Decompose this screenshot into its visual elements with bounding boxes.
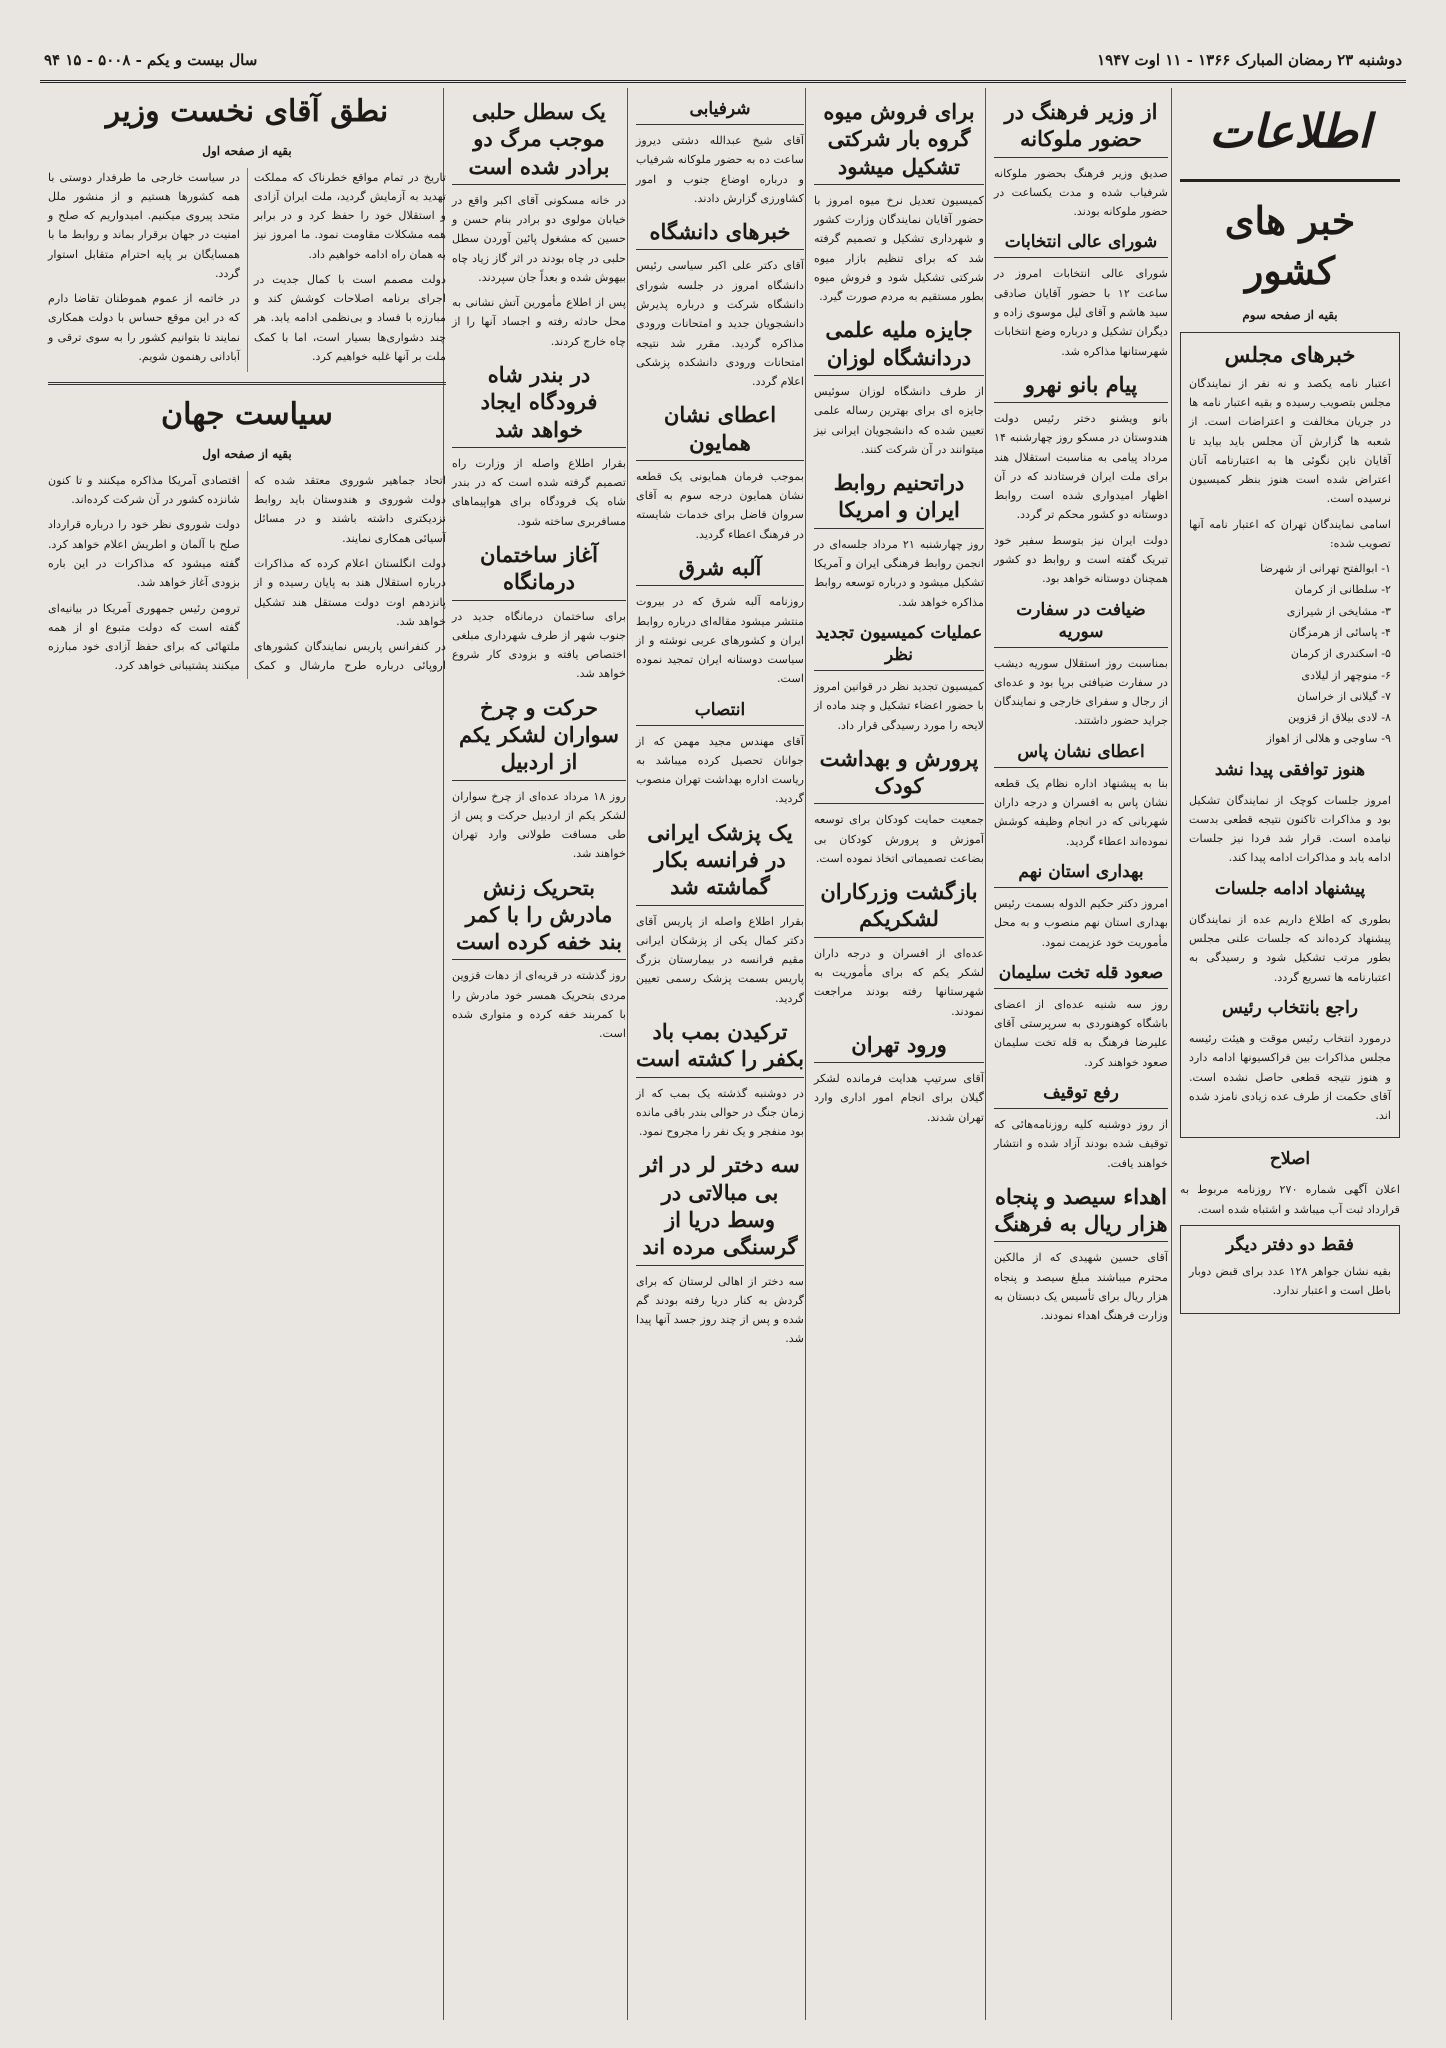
list-item: ۶- منوچهر از لیلادی [1301,668,1391,682]
headline: رفع توقیف [994,1082,1168,1109]
article-body: آقای حسین شهیدی که از مالکین محترم میباشند مبلغ سیصد و پنجاه هزار ریال برای تأسیس یک دبستان به وزارت فرهنگ اهداء نمودند. [994,1251,1168,1323]
headline: در بندر شاه فرودگاه ایجاد خواهد شد [452,361,626,448]
headline: انتصاب [636,699,804,726]
headline: پیام بانو نهرو [994,371,1168,403]
article-body: بموجب فرمان همایونی یک قطعه نشان همایون درجه سوم به آقای سروان فاضل برای خدمات شایسته در فرهنگ اعطاء گردید. [636,469,804,541]
column-two [985,88,1176,2020]
list-item: ۴- پاسائی از هرمزگان [1289,626,1391,639]
headline: ورود تهران [814,1031,984,1063]
headline: ضیافت در سفارت سوریه [994,599,1168,648]
headline: اعطای نشان همایون [636,401,804,461]
headline: هنوز توافقی پیدا نشد [1214,759,1366,780]
article-body: دولت ایران نیز بتوسط سفیر خود تبریک گفته است و روابط دو کشور همچنان دوستانه خواهد بود. [994,533,1168,586]
headline: عملیات کمیسیون تجدید نظر [814,622,984,671]
article-body: بنا به پیشنهاد اداره نظام یک قطعه نشان پاس به افسران و درجه داران شهربانی که در انجام وظیفه کوشش نموده‌اند اعطاء گردید. [994,776,1168,848]
issue-date: دوشنبه ۲۳ رمضان المبارک ۱۳۶۶ - ۱۱ اوت ۱۹۴۷ [1097,51,1402,69]
article-body: دولت مصمم است با کمال جدیت در اجرای برنامه اصلاحات کوشش کند و مبارزه با فساد و بی‌نظمی ادامه یابد. هر چند دشواری‌ها بسیار است، اما با کمک ملت بر آنها غلبه خواهیم کرد. [254,272,446,364]
masthead-logo: اطلاعات [1180,88,1400,182]
article-body: روز ۱۸ مرداد عده‌ای از چرخ سواران لشکر یکم از اردبیل حرکت و پس از طی مسافت طولانی وارد تهران خواهند شد. [452,789,627,861]
article-body: شورای عالی انتخابات امروز در ساعت ۱۲ با حضور آقایان صادقی سید هاشم و آقای لیل موسوی زاده و دیگران تشکیل و درباره وضع انتخابات شهرستانها مذاکره شد. [994,267,1169,358]
article-body: در خاتمه از عموم هموطنان تقاضا دارم که در این موقع حساس با دولت همکاری نمایند تا بتوانیم کشور را به سوی ترقی و آبادانی رهنمون شویم. [48,292,240,364]
headline: حرکت و چرخ سواران لشکر یکم از اردبیل [452,694,626,781]
article-body: کمیسیون تجدید نظر در قوانین امروز با حضور اعضاء تشکیل و چند ماده از لایحه را مورد رسیدگی قرار داد. [814,679,984,732]
headline: اهداء سیصد و پنجاه هزار ریال به فرهنگ [994,1183,1168,1243]
article-body: در خانه مسکونی آقای اکبر واقع در خیابان مولوی دو برادر بنام حسن و حسین که مشغول پائین آوردن سطل حلبی در چاه بودند در اثر گاز زیاد چاه بیهوش شده و بعداً جان سپردند. [452,193,626,284]
headline: آلبه شرق [636,554,804,586]
world-politics-body [48,471,446,679]
headline: آغاز ساختمان درمانگاه [452,541,626,601]
article-body: بقرار اطلاع واصله از پاریس آقای دکتر کمال یکی از پزشکان ایرانی مقیم فرانسه در بیمارستان بزرگ پاریس بسمت پزشک رسمی تعیین گردید. [636,914,804,1005]
majlis-title: خبرهای مجلس [1224,341,1356,367]
headline: بهداری استان نهم [994,861,1168,888]
list-item: ۵- اسکندری از کرمان [1290,647,1391,661]
article-body: آقای سرتیپ هدایت فرمانده لشکر گیلان برای انجام امور اداری وارد تهران شدند. [814,1072,984,1124]
list-item: ۱- ابوالفتح تهرانی از شهرضا [1260,562,1391,576]
headline: شرفیابی [636,98,804,125]
article-body: در کنفرانس پاریس نمایندگان کشورهای اروپائی درباره طرح مارشال و کمک اقتصادی آمریکا مذاکره میکنند و تا کنون شانزده کشور در آن شرکت کرده‌اند. [48,473,446,673]
article-body: جمعیت حمایت کودکان برای توسعه آموزش و پرورش کودکان بی بضاعت تصمیماتی اتخاذ نموده است. [814,813,984,865]
section-continued: بقیه از صفحه اول [202,144,292,158]
list-item: ۲- سلطانی از کرمان [1294,583,1391,597]
article-body: از طرف دانشگاه لوزان سوئیس جایزه ای برای بهترین رساله علمی تعیین شده که دانشجویان ایرانی نیز میتوانند در آن شرکت کنند. [814,385,984,456]
article-body: برای ساختمان درمانگاه جدید در جنوب شهر از طرف شهرداری مبلغی اختصاص یافته و بزودی کار شروع خواهد شد. [452,609,626,681]
article-body: عده‌ای از افسران و درجه داران لشکر یکم که برای مأموریت به شهرستانها رفته بودند مراجعت نمودند. [814,946,984,1018]
headline: دراتحنیم روابط ایران و امریکا [814,469,984,529]
world-politics-title: سیاست جهان [161,397,333,433]
article-body: از روز دوشنبه کلیه روزنامه‌هائی که توقیف شده بودند آزاد شده و انتشار خواهند یافت. [994,1118,1168,1170]
article-body: امروز جلسات کوچک از نمایندگان تشکیل بود و مذاکرات تاکنون نتیجه قطعی بدست نیامده است. قرار شد فردا نیز جلسات ادامه یابد و مذاکرات ادامه پیدا کند. [1189,793,1391,865]
list-item: ۸- لادی بیلاق از قزوین [1287,711,1391,725]
article-body: بطوری که اطلاع داریم عده از نمایندگان پیشنهاد کرده‌اند که جلسات علنی مجلس بطور مرتب تشکیل شود و رسیدگی به اعتبارنامه ها تسریع گردد. [1189,912,1391,984]
article-body: صدیق وزیر فرهنگ بحضور ملوکانه شرفیاب شده و مدت یکساعت در حضور ملوکانه بودند. [994,166,1168,219]
headline: شورای عالی انتخابات [994,231,1168,258]
list-item: ۷- گیلانی از خراسان [1297,689,1391,703]
newspaper-page [40,40,1406,2020]
article-body: کمیسیون تعدیل نرخ میوه امروز با حضور آقایان نمایندگان وزارت کشور و شهرداری تشکیل و تصمیم گرفته شد که برای تنظیم بازار میوه شرکتی تشکیل شود و فروش میوه بطور مستقیم به مردم صورت گیرد. [814,193,984,304]
majlis-list [1189,559,1391,748]
headline: یک پزشک ایرانی در فرانسه بکار گماشته شد [636,819,804,906]
article-body: آقای دکتر علی اکبر سیاسی رئیس دانشگاه امروز در جلسه شورای دانشگاه شرکت و درباره پذیرش دانشجویان جدید و امتحانات ورودی مذاکره گردید. مقرر شد نتیجه امتحانات ورودی دانشکده پزشکی اعلام گردد. [636,259,804,389]
headline: بتحریک زنش مادرش را با کمر بند خفه کرده است [452,874,626,961]
list-item: ۹- ساوجی و هلالی از اهواز [1266,732,1391,746]
article-body: دولت شوروی نظر خود را درباره قرارداد صلح با آلمان و اطریش اعلام خواهد کرد. گفته میشود که مذاکرات در این باره بزودی آغاز خواهد شد. [48,518,240,590]
section-continued: بقیه از صفحه سوم [1242,307,1338,322]
article-body: در سیاست خارجی ما طرفدار دوستی با همه کشورها هستیم و از منشور ملل متحد پیروی میکنیم. امیدواریم که صلح و امنیت در جهان برقرار بماند و روابط ما با همسایگان بر پایه احترام متقابل استوار گردد. [48,170,240,280]
article-body: دولت انگلستان اعلام کرده که مذاکرات درباره استقلال هند به پایان رسیده و از پانزدهم اوت دولت مستقل هند تشکیل خواهد شد. [254,556,446,628]
headline: یک سطل حلبی موجب مرگ دو برادر شده است [452,98,626,185]
headline: فقط دو دفتر دیگر [1226,1234,1354,1255]
headline: برای فروش میوه گروه بار شرکتی تشکیل میشود [814,98,984,185]
column-three [805,88,992,2020]
column-five [443,88,634,2020]
majlis-list-intro: اسامی نمایندگان تهران که اعتبار نامه آنها تصویب شده: [1189,517,1391,550]
article-body: بقیه نشان جواهر ۱۲۸ عدد برای قبض دوبار باطل است و اعتبار ندارد. [1189,1265,1391,1298]
article-body: ترومن رئیس جمهوری آمریکا در بیانیه‌ای گفته است که دولت متبوع او از همه ملتهائی که برای حفظ آزادی خود مبارزه میکنند پشتیبانی خواهد کرد. [48,601,240,673]
column-domestic-news [1171,88,1406,2020]
article-body: سه دختر از اهالی لرستان که برای گردش به کنار دریا رفته بودند گم شده و پس از چند روز جسد آنها پیدا شد. [636,1274,804,1346]
article-body: آقای شیخ عبدالله دشتی دیروز ساعت ده به حضور ملوکانه شرفیاب و درباره اوضاع جنوب و امور کشاورزی گزارش دادند. [636,134,804,205]
section-continued: بقیه از صفحه اول [202,447,292,462]
section-divider [48,382,446,385]
headline: خبرهای دانشگاه [636,218,804,250]
headline: بازگشت وزرکاران لشکریکم [814,878,984,938]
headline: از وزیر فرهنگ در حضور ملوکانه [994,98,1168,158]
headline: سه دختر لر در اثر بی مبالاتی در وسط دریا از گرسنگی مرده اند [636,1151,804,1265]
article-body: در دوشنبه گذشته یک بمب که از زمان جنگ در حوالی بندر باقی مانده بود منفجر و یک نفر را مجروح نمود. [636,1086,804,1139]
list-item: ۳- مشایخی از شیرازی [1286,604,1391,618]
article-body: تاریخ در تمام مواقع خطرناک که مملکت تهدید به آزمایش گردید، ملت ایران آزادی و استقلال خود را حفظ کرد و در برابر همه مشکلات مقاومت نمود. ما امروز نیز به همان راه ادامه خواهیم داد. [254,170,446,261]
article-body: درمورد انتخاب رئیس موقت و هیئت رئیسه مجلس مذاکرات بین فراکسیونها ادامه دارد و هنوز نتیجه قطعی حاصل نشده است. آقای حکمت از طرف عده زیادی نامزد شده اند. [1189,1032,1391,1123]
headline: پرورش و بهداشت کودک [814,745,984,805]
issue-volume: سال بیست و یکم - ۵۰۰۸ - ۱۵ ۹۴ [44,51,258,69]
headline: جایزه ملیه علمی دردانشگاه لوزان [814,316,984,376]
article-body: اتحاد جماهیر شوروی معتقد شده که دولت شوروی و هندوستان باید روابط نزدیکتری داشته باشند و در مسائل آسیائی همکاری نمایند. [254,473,446,545]
headline: صعود قله تخت سلیمان [994,962,1168,989]
article-body: اعلان آگهی شماره ۲۷۰ روزنامه مربوط به قرارداد ثبت آب میباشد و اشتباه شده است. [1180,1183,1400,1216]
column-four [627,88,812,2020]
headline: ترکیدن بمب باد بکفر را کشته است [636,1018,804,1078]
article-body: آقای مهندس مجید مهمن که از جوانان تحصیل کرده میباشد به ریاست اداره بهداشت تهران منصوب گردید. [636,734,804,806]
article-body: روزنامه آلبه شرق که در بیروت منتشر میشود مقاله‌ای درباره روابط ایران و کشورهای عربی نوشته و از سیاست دوستانه ایران تمجید نموده است. [636,595,804,686]
headline: اعطای نشان پاس [994,741,1168,768]
article-body: بمناسبت روز استقلال سوریه دیشب در سفارت ضیافتی برپا بود و عده‌ای از رجال و سفرای خارجی و نمایندگان جراید حضور داشتند. [994,656,1168,728]
headline: اصلاح [1269,1149,1311,1170]
headline: پیشنهاد ادامه جلسات [1214,878,1366,899]
article-body: روز سه شنبه عده‌ای از اعضای باشگاه کوهنوردی به سرپرستی آقای علیرضا فرهنگ به قله تخت سلیمان صعود خواهند کرد. [994,997,1168,1069]
article-body: روز گذشته در قریه‌ای از دهات قزوین مردی بتحریک همسر خود مادرش را با کمربند خفه کرده و متواری شده است. [452,969,626,1041]
article-body: بانو ویشنو دختر رئیس دولت هندوستان در مسکو روز چهارشنبه ۱۴ مرداد پیامی به مناسبت استقلال هند برای ملت ایران فرستادند که در آن اظهار امیدواری شده است روابط دوستانه دو کشور محکم تر گردد. [994,412,1168,522]
majlis-body: اعتبار نامه یکصد و نه نفر از نمایندگان مجلس بتصویب رسیده و بقیه اعتبار نامه ها در جریان مخالفت و اعتراضات است. از شعبه ها گزارش آن مجلس باید بیاید تا آقایان ناین نگوئی ها به اعتبارنامه آنان اعتراض شده است هنوز بنظر کمیسیون نرسیده است. [1189,376,1391,506]
article-body: پس از اطلاع مأمورین آتش نشانی به محل حادثه رفته و اجساد آنها را از چاه خارج کردند. [452,296,626,348]
pm-speech-title: نطق آقای نخست وزیر [105,94,389,129]
article-body: امروز دکتر حکیم الدوله بسمت رئیس بهداری استان نهم منصوب و به محل مأموریت خود عزیمت نمود. [994,897,1168,949]
headline: راجع بانتخاب رئیس [1222,997,1358,1018]
column-six [40,88,450,2020]
dateline [40,40,1406,83]
notice-box [1180,1225,1400,1314]
pm-speech-body [48,168,446,373]
article-body: روز چهارشنبه ۲۱ مرداد جلسه‌ای در انجمن روابط فرهنگی ایران و آمریکا تشکیل میشود و درباره توسعه روابط مذاکره خواهد شد. [814,537,984,609]
section-title: خبر های کشور [1224,198,1356,293]
article-body: بقرار اطلاع واصله از وزارت راه تصمیم گرفته شده است که در بندر شاه یک فرودگاه برای هواپیماهای مسافربری ساخته شود. [452,456,626,528]
majlis-box [1180,332,1400,1139]
